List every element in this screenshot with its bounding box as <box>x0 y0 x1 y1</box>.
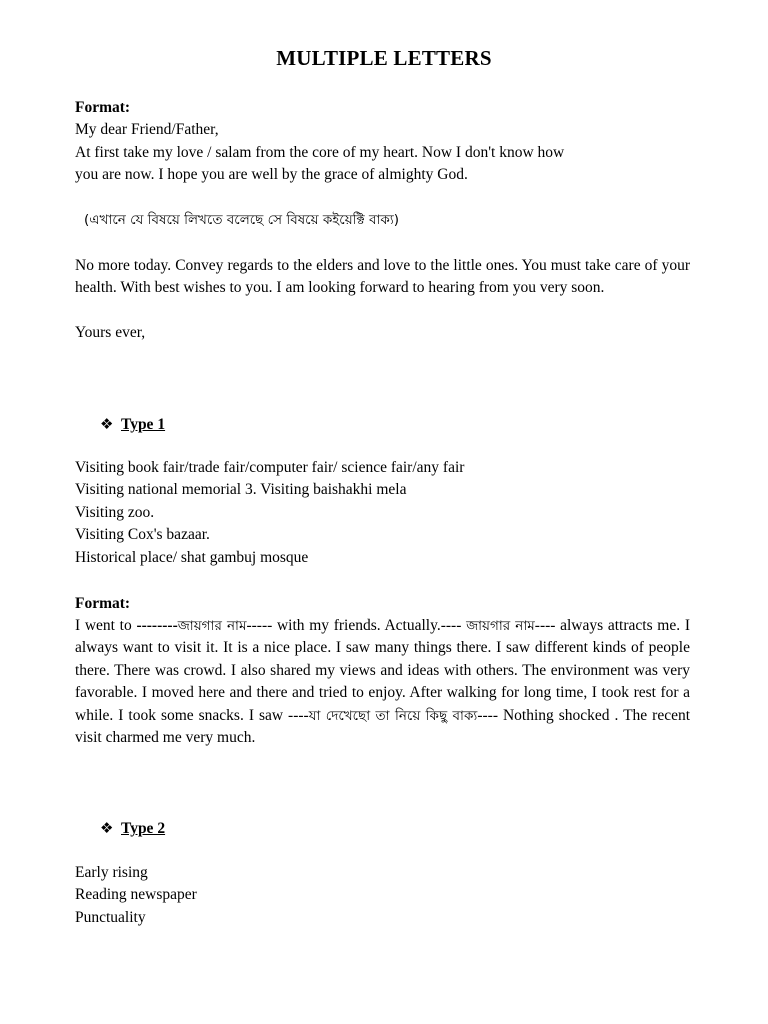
list-item: Early rising <box>75 864 148 881</box>
format-heading: Format: <box>75 99 131 116</box>
signoff-text: Yours ever, <box>75 324 146 341</box>
para-dashes: -------- <box>136 617 178 634</box>
list-item: Visiting national memorial 3. Visiting baishakhi mela <box>75 481 407 499</box>
diamond-bullet-icon: ❖ <box>100 415 114 433</box>
closing-paragraph <box>75 255 690 300</box>
type-2-heading <box>100 817 165 840</box>
bengali-place-name: জায়গার নাম <box>466 618 535 634</box>
format-letter-block <box>75 97 690 187</box>
list-item: Punctuality <box>75 908 146 926</box>
bengali-note-block <box>84 209 699 231</box>
diamond-bullet-icon: ❖ <box>100 819 114 837</box>
para-text: ---- Nothing shocked . The recent visit charmed me very much. <box>75 706 691 747</box>
list-item: Visiting book fair/trade fair/computer fair/ science fair/any fair <box>75 459 465 476</box>
type-1-heading <box>100 413 165 436</box>
closing-text: No more today. Convey regards to the elders and love to the little ones. You must take care of your health. With best wishes to you. I am looking forward to hearing from you very soon. <box>75 257 690 297</box>
bengali-note: (এখানে যে বিষয়ে লিখতে বলেছে সে বিষয়ে কইয়েক্টি বাক্য) <box>84 212 400 228</box>
type-2-list <box>75 862 690 929</box>
bengali-seen-phrase: যা দেখেছো তা নিয়ে কিছু বাক্য <box>308 707 478 724</box>
type-1-label: Type 1 <box>121 416 166 433</box>
greeting-line: My dear Friend/Father, <box>75 121 219 139</box>
opening-line-2: you are now. I hope you are well by the grace of almighty God. <box>75 166 468 184</box>
list-item: Historical place/ shat gambuj mosque <box>75 548 309 566</box>
list-item: Visiting Cox's bazaar. <box>75 526 210 544</box>
opening-line-1: At first take my love / salam from the core of my heart. Now I don't know how <box>75 143 565 161</box>
bengali-place-name: জায়গার নাম <box>177 618 247 634</box>
para-text: ---- always attracts me. I always want to visit it. It is a nice place. I saw many things there. I saw different kinds of people there. There was crowd. I also shared my views and ideas with others. The environment was very favorable. I moved here and there and tried to enjoy. After walking for long time, I took rest for a while. I took some snacks. I saw ---- <box>75 617 690 724</box>
signoff-block <box>75 322 690 344</box>
para-text: ----- with my friends. Actually.---- <box>246 617 467 634</box>
list-item: Visiting zoo. <box>75 503 155 521</box>
para-text: I went to <box>75 617 137 634</box>
format-2-paragraph <box>75 615 690 749</box>
format-heading: Format: <box>75 595 131 612</box>
page-title: MULTIPLE LETTERS <box>276 46 492 70</box>
list-item: Reading newspaper <box>75 886 197 904</box>
format-2-heading-block <box>75 593 690 615</box>
type-2-label: Type 2 <box>121 820 166 837</box>
type-1-list <box>75 457 690 569</box>
